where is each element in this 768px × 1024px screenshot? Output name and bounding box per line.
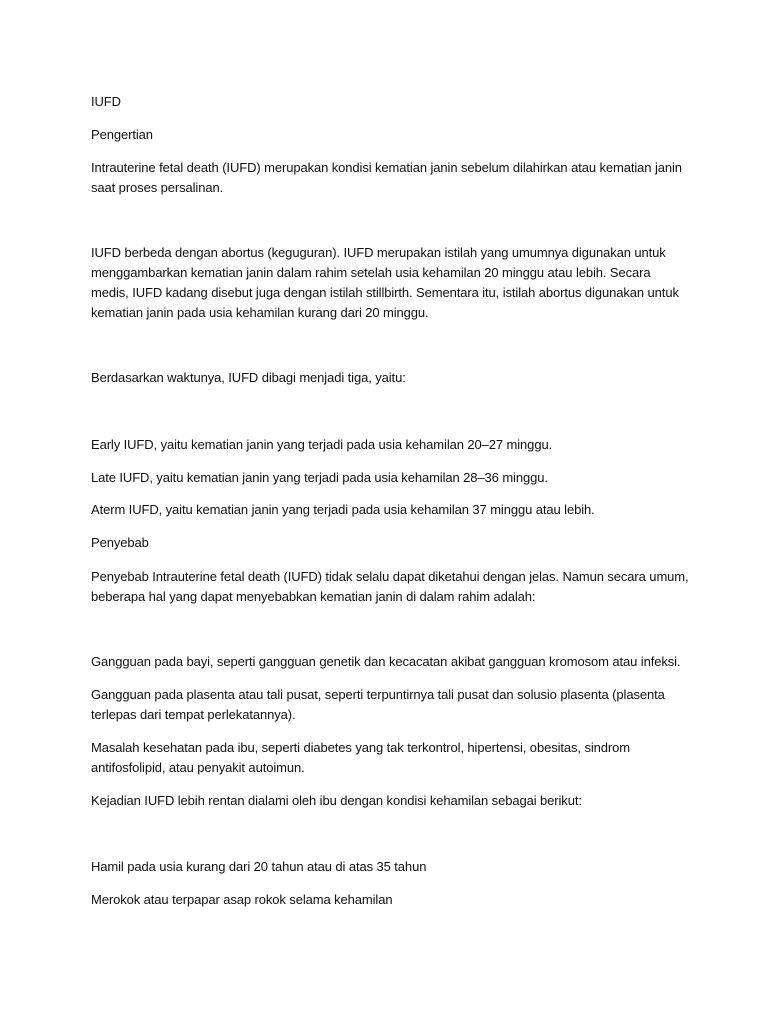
classification-item: Early IUFD, yaitu kematian janin yang terjadi pada usia kehamilan 20–27 minggu. xyxy=(91,437,553,452)
classification-intro: Berdasarkan waktunya, IUFD dibagi menjadi tiga, yaitu: xyxy=(91,370,406,385)
classification-item: Aterm IUFD, yaitu kematian janin yang terjadi pada usia kehamilan 37 minggu atau lebih. xyxy=(91,502,595,517)
document-title: IUFD xyxy=(91,94,121,109)
cause-item: Gangguan pada plasenta atau tali pusat, seperti terpuntirnya tali pusat dan solusio plasenta (plasenta terlepas dari tempat perlekatannya). xyxy=(91,687,665,722)
cause-item: Gangguan pada bayi, seperti gangguan genetik dan kecacatan akibat gangguan kromosom atau infeksi. xyxy=(91,654,681,669)
risk-intro: Kejadian IUFD lebih rentan dialami oleh ibu dengan kondisi kehamilan sebagai berikut: xyxy=(91,793,582,808)
risk-item: Merokok atau terpapar asap rokok selama kehamilan xyxy=(91,892,393,907)
heading-definition: Pengertian xyxy=(91,127,153,142)
risk-item: Hamil pada usia kurang dari 20 tahun atau di atas 35 tahun xyxy=(91,859,427,874)
heading-causes: Penyebab xyxy=(91,535,149,550)
causes-intro: Penyebab Intrauterine fetal death (IUFD) tidak selalu dapat diketahui dengan jelas. Namun secara umum, beberapa hal yang dapat menyebabkan kematian janin di dalam rahim adalah: xyxy=(91,569,689,604)
definition-paragraph-2: IUFD berbeda dengan abortus (keguguran). IUFD merupakan istilah yang umumnya digunakan untuk menggambarkan kematian janin dalam rahim setelah usia kehamilan 20 minggu atau lebih. Secara medis, IUFD kadang disebut juga dengan istilah stillbirth. Sementara itu, istilah abortus digunakan untuk kematian janin pada usia kehamilan kurang dari 20 minggu. xyxy=(91,245,679,320)
classification-item: Late IUFD, yaitu kematian janin yang terjadi pada usia kehamilan 28–36 minggu. xyxy=(91,470,548,485)
definition-paragraph-1: Intrauterine fetal death (IUFD) merupakan kondisi kematian janin sebelum dilahirkan atau kematian janin saat proses persalinan. xyxy=(91,160,682,195)
cause-item: Masalah kesehatan pada ibu, seperti diabetes yang tak terkontrol, hipertensi, obesitas, sindrom antifosfolipid, atau penyakit autoimun. xyxy=(91,740,630,775)
